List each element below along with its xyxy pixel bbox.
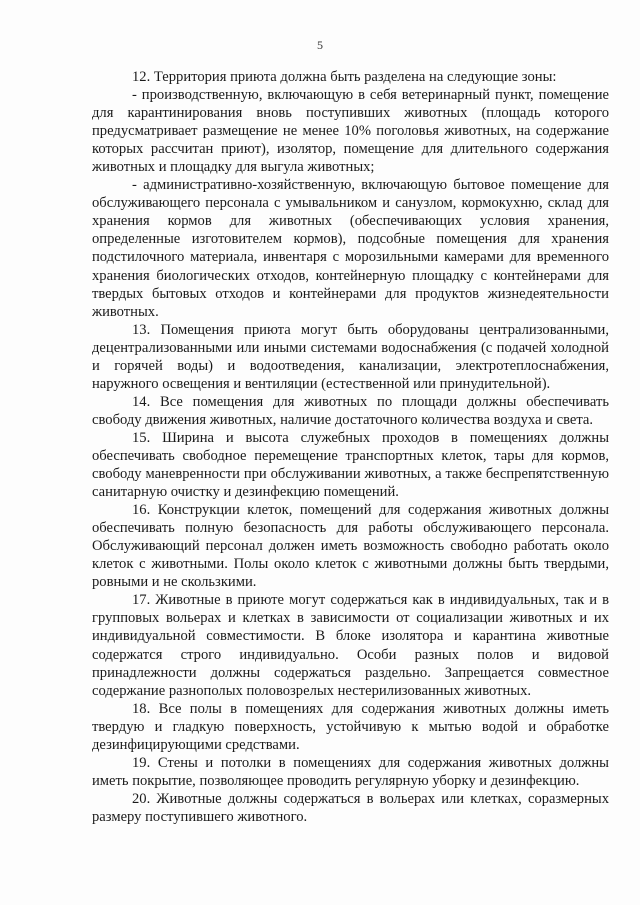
paragraph-12-production-zone: - производственную, включающую в себя ветеринарный пункт, помещение для карантинирования вновь поступивших животных (площадь которого предусматривает размещение не менее 10% поголовья животных, на содержание которых рассчитан приют), изолятор, помещение для длительного содержания животных и площадку для выгула животных; <box>92 87 609 176</box>
paragraph-12-admin-zone: - административно-хозяйственную, включающую бытовое помещение для обслуживающего персонала с умывальником и санузлом, кормокухню, склад для хранения кормов для животных (обеспечивающих условия хранения, определенные изготовителем кормов), подсобные помещения для хранения подстилочного материала, инвентаря с морозильными камерами для временного хранения биологических отходов, контейнерную площадку с контейнерами для твердых бытовых отходов и контейнерами для продуктов жизнедеятельности животных. <box>92 177 609 320</box>
paragraph-18: 18. Все полы в помещениях для содержания животных должны иметь твердую и гладкую поверхность, устойчивую к мытью водой и обработке дезинфицирующими средствами. <box>92 700 609 753</box>
paragraph-16: 16. Конструкции клеток, помещений для содержания животных должны обеспечивать полную безопасность для работы обслуживающего персонала. Обслуживающий персонал должен иметь возможность свободно работать около клеток с животными. Полы около клеток с животными должны быть твердыми, ровными и не скользкими. <box>92 502 609 591</box>
page-number: 5 <box>317 38 323 52</box>
paragraph-17: 17. Животные в приюте могут содержаться как в индивидуальных, так и в групповых вольерах и клетках в зависимости от социализации животных и их индивидуальной совместимости. В блоке изолятора и карантина животные содержатся строго индивидуально. Особи разных полов и видовой принадлежности должны содержаться раздельно. Запрещается совместное содержание разнополых половозрелых нестерилизованных животных. <box>92 592 609 699</box>
paragraph-15: 15. Ширина и высота служебных проходов в помещениях должны обеспечивать свободное перемещение транспортных клеток, тары для кормов, свободу маневренности при обслуживании животных, а также беспрепятственную санитарную очистку и дезинфекцию помещений. <box>92 429 609 501</box>
paragraph-19: 19. Стены и потолки в помещениях для содержания животных должны иметь покрытие, позволяющее проводить регулярную уборку и дезинфекцию. <box>92 754 609 789</box>
paragraph-12: 12. Территория приюта должна быть разделена на следующие зоны: <box>132 69 557 85</box>
paragraph-14: 14. Все помещения для животных по площади должны обеспечивать свободу движения животных, наличие достаточного количества воздуха и света. <box>92 393 609 428</box>
document-body <box>92 68 609 826</box>
paragraph-13: 13. Помещения приюта могут быть оборудованы централизованными, децентрализованными или иными системами водоснабжения (с подачей холодной и горячей воды) и водоотведения, канализации, электротеплоснабжения, наружного освещения и вентиляции (естественной или принудительной). <box>92 321 609 392</box>
paragraph-20: 20. Животные должны содержаться в вольерах или клетках, соразмерных размеру поступившего животного. <box>92 790 609 825</box>
